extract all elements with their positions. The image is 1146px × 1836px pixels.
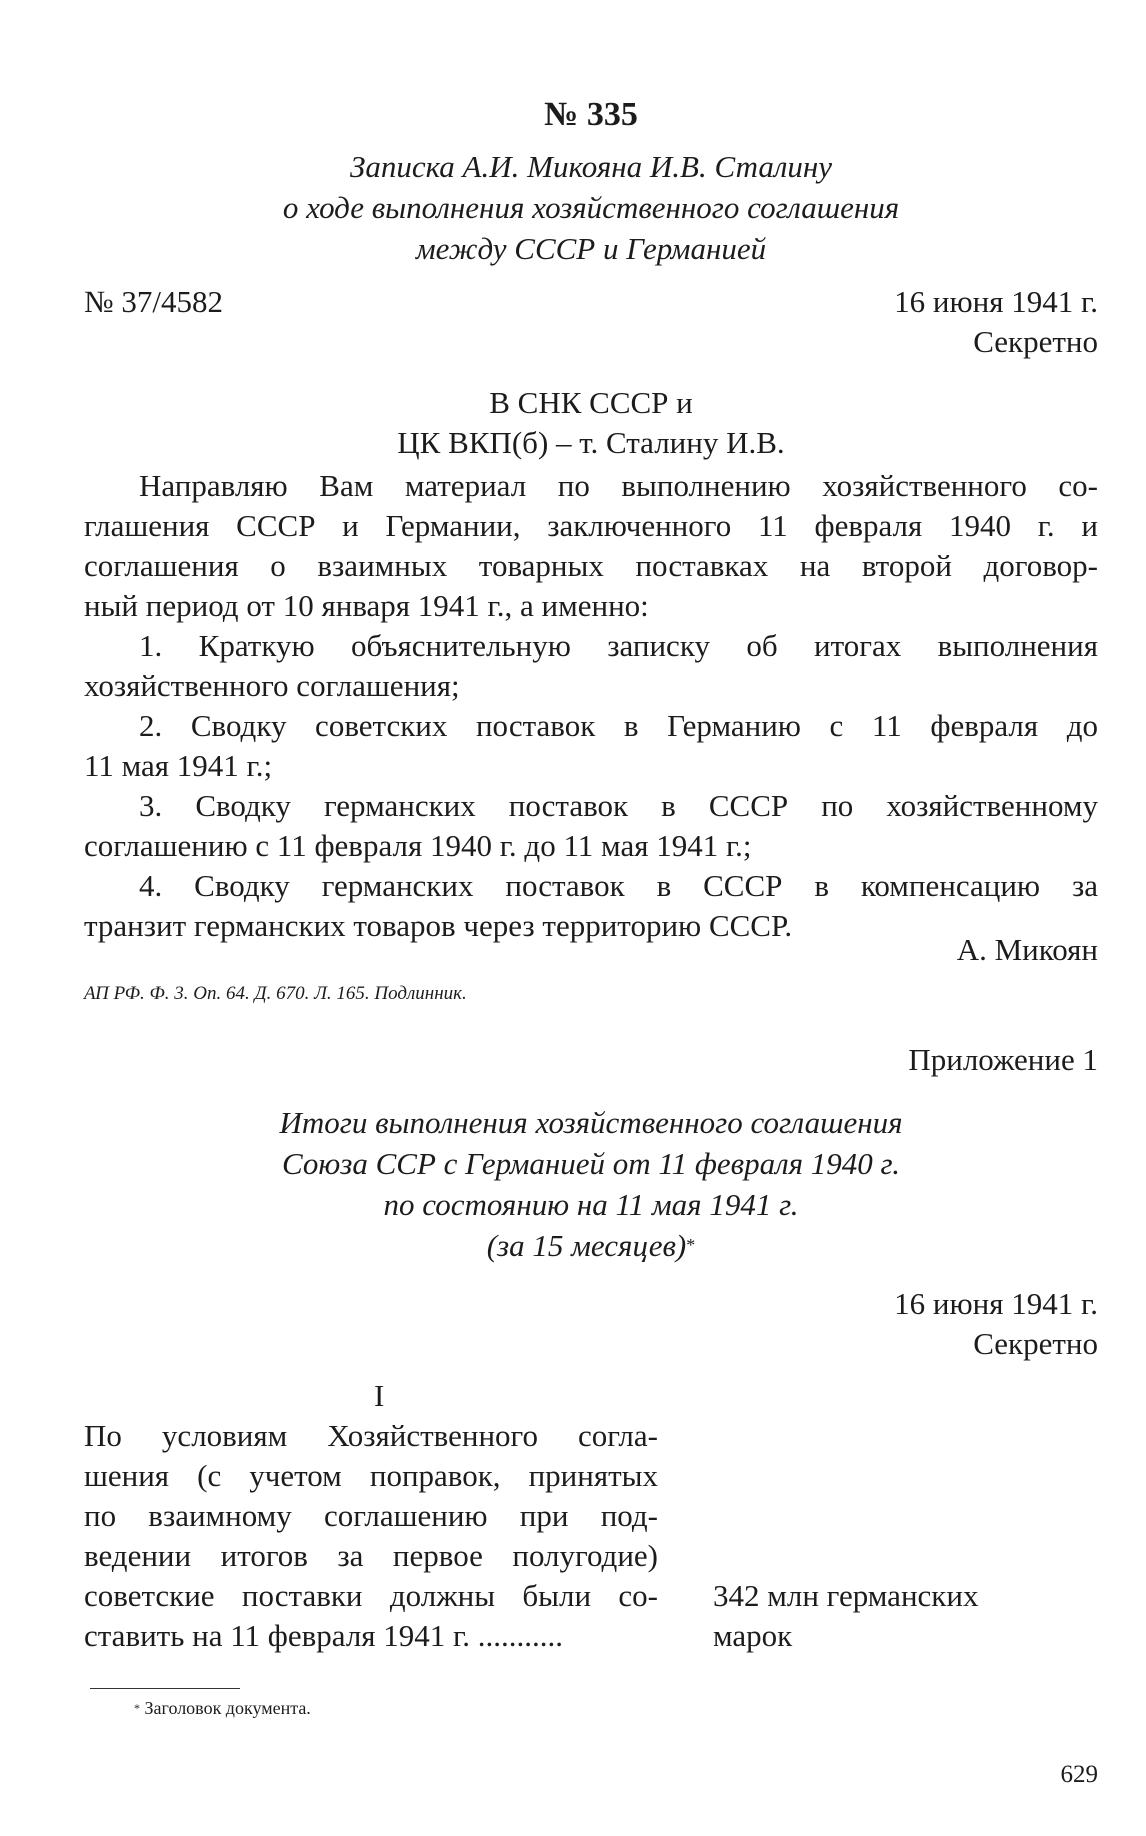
title-line: о ходе выполнения хозяйственного соглашения	[282, 190, 900, 225]
list-item-continuation: соглашению с 11 февраля 1940 г. до 11 мая 1941 г.;	[84, 828, 752, 863]
list-item-continuation: хозяйственного соглашения;	[84, 668, 460, 703]
addressee-line: ЦК ВКП(б) – т. Сталину И.В.	[397, 425, 785, 460]
addressee-line: В СНК СССР и	[489, 385, 693, 420]
letter-line: Направляю Вам материал по выполнению хозяйственного со-	[139, 468, 1098, 503]
letter-line: соглашения о взаимных товарных поставках на второй договор-	[84, 548, 1098, 583]
footnote-marker: *	[134, 1701, 140, 1715]
section-line: по взаимному соглашению при под-	[84, 1498, 658, 1533]
appendix-title-line: Итоги выполнения хозяйственного соглашения	[279, 1105, 903, 1140]
section-value	[713, 1576, 978, 1656]
appendix-title-line	[84, 1225, 1098, 1266]
addressee	[84, 383, 1098, 463]
page-number: 629	[1060, 1761, 1098, 1788]
list-item-continuation: 11 мая 1941 г.;	[84, 748, 273, 783]
footnote	[134, 1694, 311, 1722]
classification-stamp: Секретно	[973, 324, 1098, 359]
list-item-continuation: транзит германских товаров через территорию СССР.	[84, 908, 793, 943]
section-line: шения (с учетом поправок, принятых	[84, 1458, 658, 1493]
section-value-line: 342 млн германских	[713, 1578, 979, 1613]
letter-body	[84, 466, 1098, 946]
appendix-date: 16 июня 1941 г.	[894, 1286, 1098, 1321]
section-line: советские поставки должны были со-	[84, 1578, 658, 1613]
title-line: между СССР и Германией	[415, 231, 767, 266]
document-page	[84, 0, 1098, 1836]
list-item: 4. Сводку германских поставок в СССР в компенсацию за	[139, 868, 1098, 903]
footnote-text: Заголовок документа.	[144, 1698, 311, 1718]
section-line: ведении итогов за первое полугодие)	[84, 1538, 658, 1573]
document-title	[84, 146, 1098, 269]
archive-reference: АП РФ. Ф. 3. Оп. 64. Д. 670. Л. 165. Подлинник.	[84, 983, 467, 1004]
appendix-label: Приложение 1	[908, 1042, 1098, 1077]
footnote-marker: *	[686, 1235, 696, 1255]
section-numeral: I	[374, 1378, 385, 1413]
appendix-title-line: Союза ССР с Германией от 11 февраля 1940 г.	[282, 1146, 900, 1181]
list-item: 2. Сводку советских поставок в Германию с 11 февраля до	[139, 708, 1098, 743]
outgoing-number: № 37/4582	[84, 284, 223, 319]
footnote-divider	[90, 1688, 240, 1689]
appendix-title-text: (за 15 месяцев)	[486, 1228, 687, 1263]
letter-line: глашения СССР и Германии, заключенного 11 февраля 1940 г. и	[84, 508, 1098, 543]
section-value-line: марок	[713, 1618, 793, 1653]
list-item: 1. Краткую объяснительную записку об итогах выполнения	[139, 628, 1098, 663]
section-line: По условиям Хозяйственного согла-	[84, 1418, 658, 1453]
section-line: ставить на 11 февраля 1941 г. ...........	[84, 1618, 564, 1653]
appendix-title	[84, 1102, 1098, 1266]
letter-line: ный период от 10 января 1941 г., а именно:	[84, 588, 649, 623]
document-date: 16 июня 1941 г.	[894, 284, 1098, 319]
appendix-classification: Секретно	[973, 1326, 1098, 1361]
section-text	[84, 1416, 658, 1656]
list-item: 3. Сводку германских поставок в СССР по хозяйственному	[139, 788, 1098, 823]
title-line: Записка А.И. Микояна И.В. Сталину	[349, 149, 833, 184]
signature: А. Микоян	[956, 932, 1098, 967]
appendix-title-line: по состоянию на 11 мая 1941 г.	[383, 1187, 799, 1222]
document-number: № 335	[544, 96, 638, 133]
